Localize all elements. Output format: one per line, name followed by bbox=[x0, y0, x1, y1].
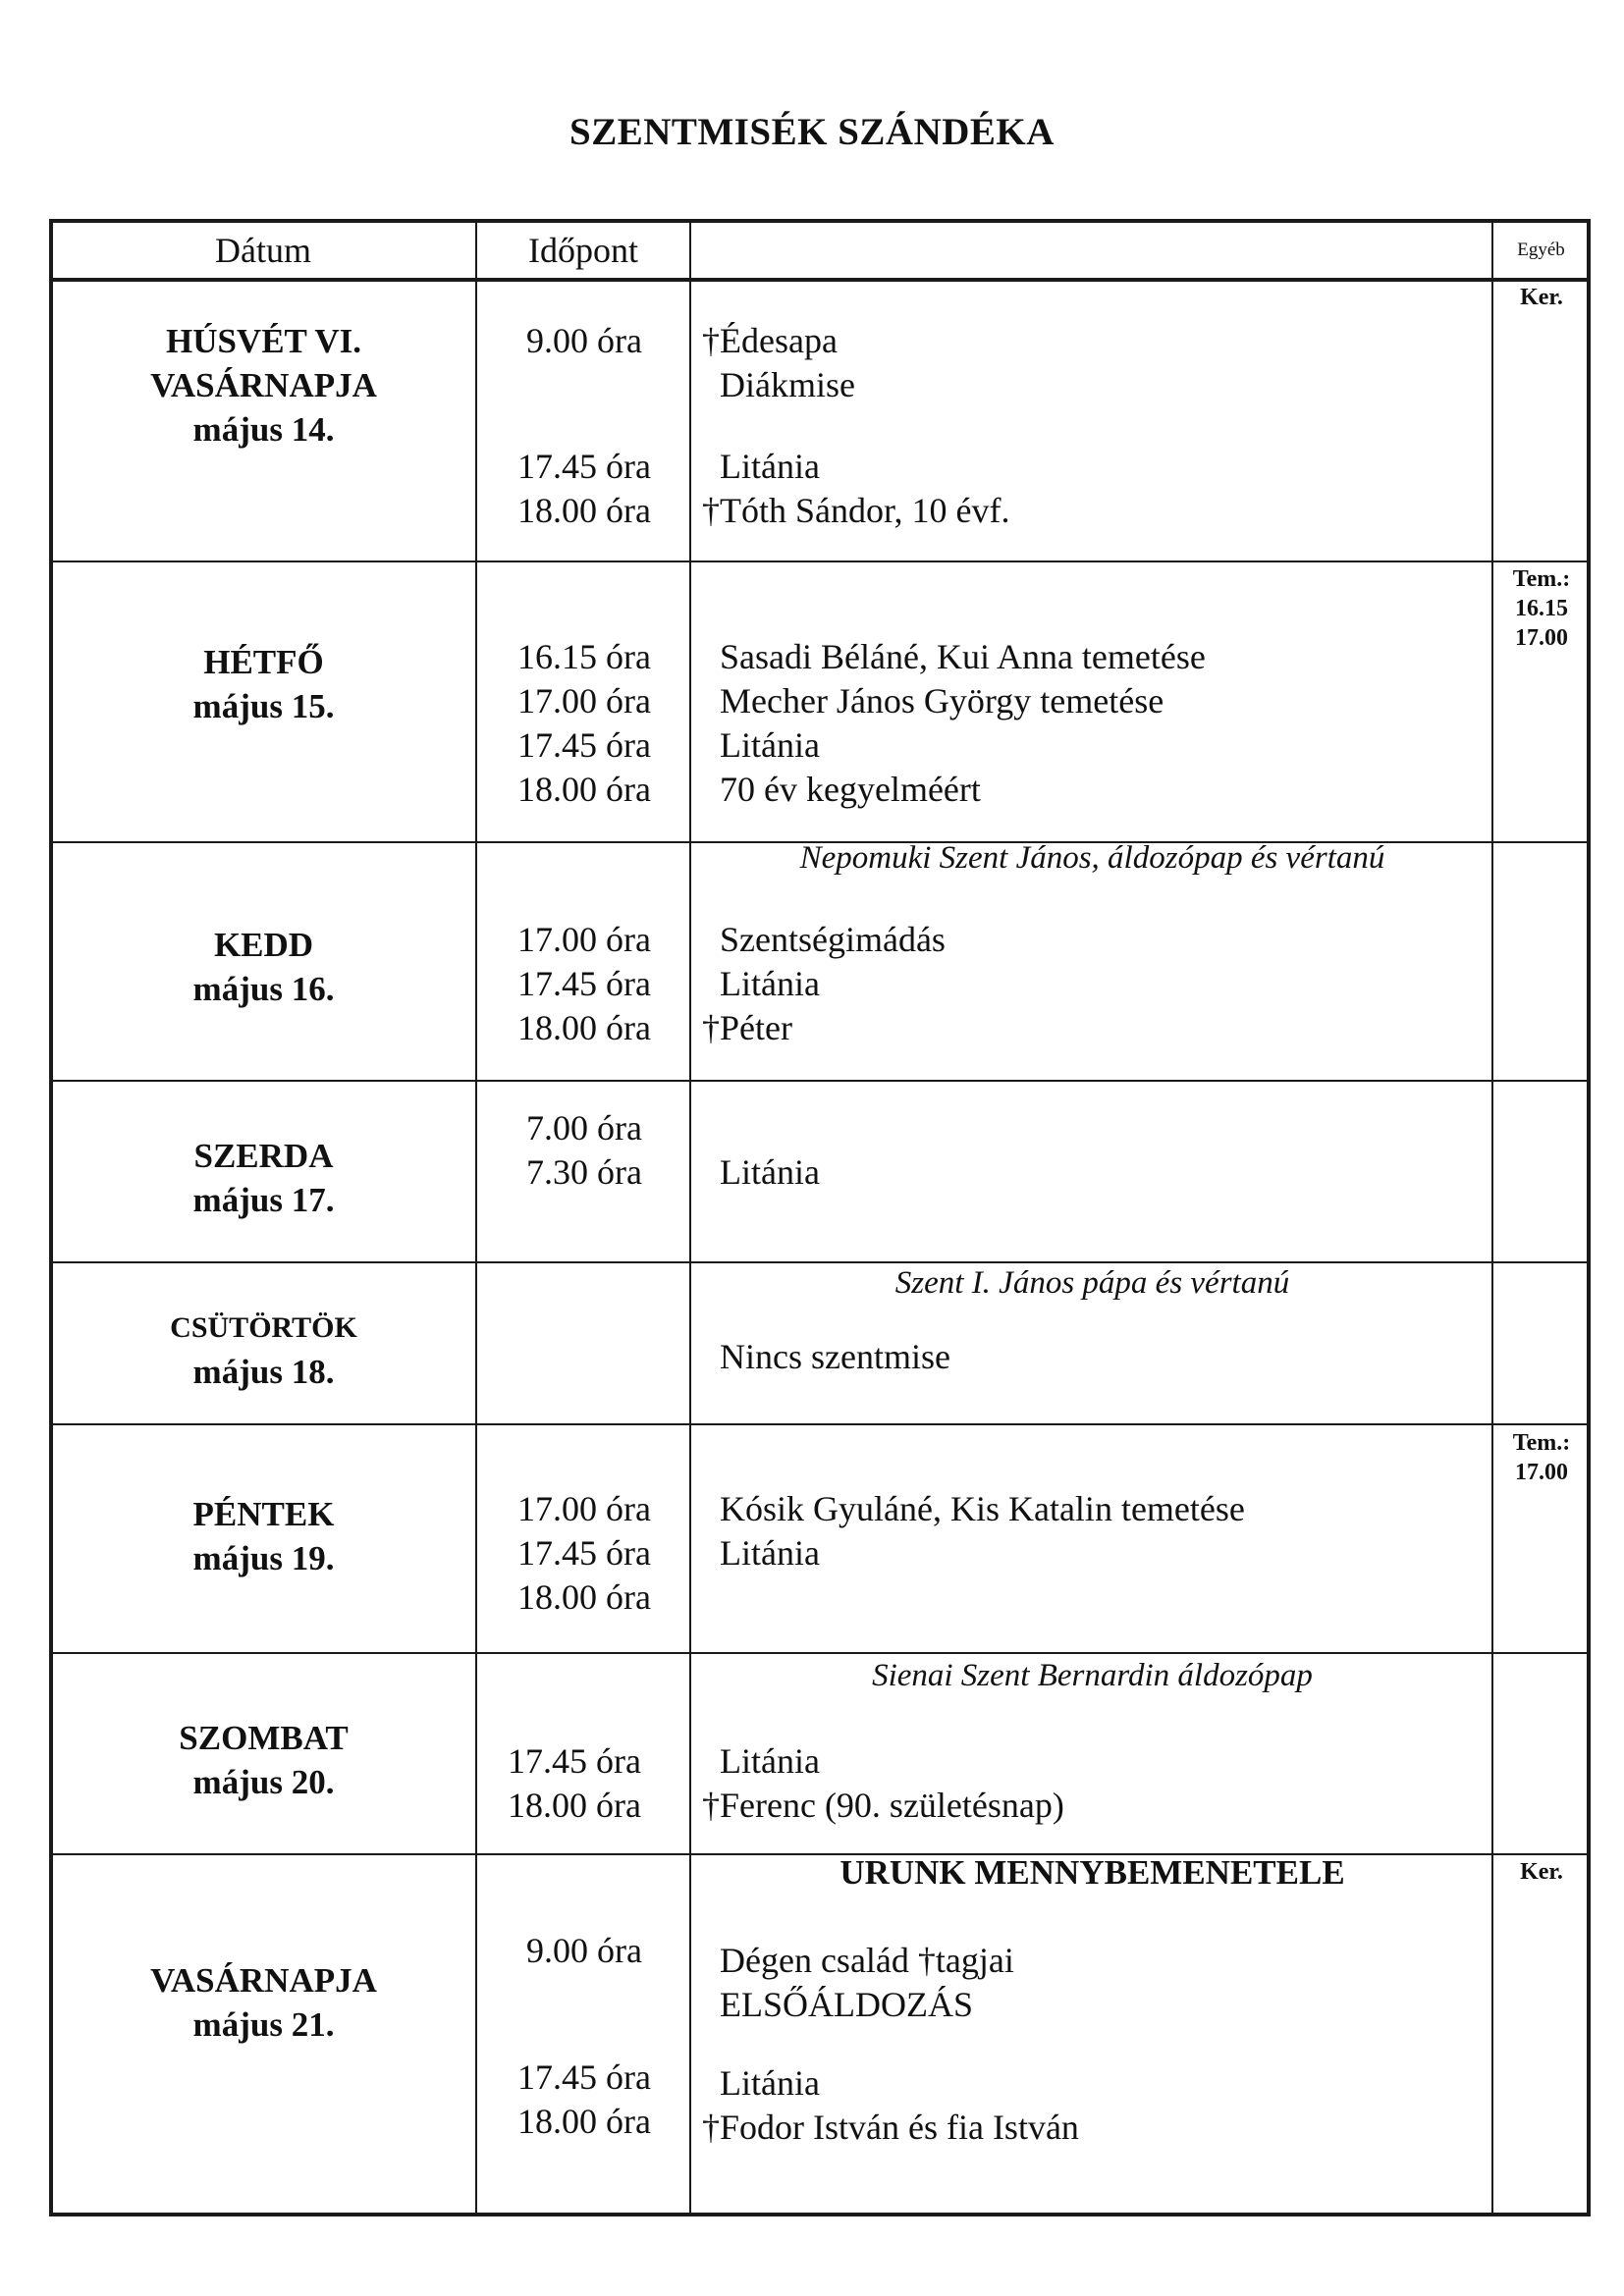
column-header-datum: Dátum bbox=[215, 231, 311, 270]
other-note-line: 17.00 bbox=[1515, 625, 1568, 651]
day-name: KEDD bbox=[213, 926, 314, 964]
time-label: 17.00 óra bbox=[517, 920, 651, 959]
time-label: 18.00 óra bbox=[517, 2102, 651, 2141]
date-label: május 21. bbox=[192, 2005, 335, 2044]
intention-text: Litánia bbox=[720, 2063, 820, 2103]
intention-text: Litánia bbox=[720, 447, 820, 486]
other-note-line: Tem.: bbox=[1512, 1430, 1571, 1456]
day-name: SZERDA bbox=[193, 1137, 334, 1175]
column-header-szandek bbox=[691, 221, 1491, 280]
date-cell bbox=[51, 1958, 476, 2047]
other-note bbox=[1494, 564, 1589, 653]
date-cell bbox=[51, 923, 476, 1011]
time-label: 17.45 óra bbox=[517, 2057, 651, 2097]
date-cell bbox=[51, 1492, 476, 1580]
intention-text: Kósik Gyuláné, Kis Katalin temetése bbox=[720, 1489, 1245, 1528]
date-label: május 20. bbox=[192, 1763, 335, 1801]
intention-text: †Péter bbox=[702, 1008, 792, 1047]
date-cell bbox=[51, 1134, 476, 1222]
time-label: 17.45 óra bbox=[517, 725, 651, 765]
feast-title: Szent I. János pápa és vértanú bbox=[894, 1265, 1290, 1301]
other-note: Ker. bbox=[1520, 285, 1563, 310]
intention-text: †Ferenc (90. születésnap) bbox=[702, 1786, 1064, 1825]
time-label: 18.00 óra bbox=[517, 491, 651, 530]
column-divider bbox=[689, 219, 691, 2216]
time-label: 7.30 óra bbox=[526, 1152, 642, 1192]
time-label: 17.45 óra bbox=[508, 1741, 641, 1781]
time-label: 18.00 óra bbox=[517, 1577, 651, 1617]
time-label: 17.45 óra bbox=[517, 447, 651, 486]
date-cell bbox=[51, 1716, 476, 1804]
column-divider bbox=[1491, 219, 1493, 2216]
day-name: HÚSVÉT VI. bbox=[165, 322, 362, 360]
time-label: 18.00 óra bbox=[517, 1008, 651, 1047]
intention-text: Litánia bbox=[720, 1152, 820, 1192]
intention-text: †Édesapa bbox=[702, 321, 838, 360]
intention-text: †Fodor István és fia István bbox=[702, 2108, 1079, 2147]
time-label: 9.00 óra bbox=[526, 1931, 642, 1970]
date-cell bbox=[51, 640, 476, 728]
intention-text: Litánia bbox=[720, 725, 820, 765]
row-divider bbox=[49, 1423, 1591, 1425]
date-label: május 14. bbox=[192, 410, 335, 449]
other-note-line: Tem.: bbox=[1512, 566, 1571, 592]
other-note: Ker. bbox=[1520, 1859, 1563, 1885]
intention-text: Nincs szentmise bbox=[720, 1337, 950, 1376]
feast-title: Sienai Szent Bernardin áldozópap bbox=[872, 1658, 1313, 1693]
day-name: SZOMBAT bbox=[179, 1719, 349, 1757]
row-divider bbox=[49, 561, 1591, 562]
time-label: 18.00 óra bbox=[508, 1786, 641, 1825]
intention-text: Litánia bbox=[720, 1533, 820, 1573]
intention-text: Litánia bbox=[720, 964, 820, 1003]
time-label: 17.00 óra bbox=[517, 1489, 651, 1528]
feast-title: Nepomuki Szent János, áldozópap és vértanú bbox=[799, 840, 1385, 876]
intention-text: Diákmise bbox=[720, 365, 855, 404]
day-name: PÉNTEK bbox=[192, 1495, 335, 1533]
day-name: VASÁRNAPJA bbox=[150, 1961, 377, 2000]
intention-text: Litánia bbox=[720, 1741, 820, 1781]
intention-text: †Tóth Sándor, 10 évf. bbox=[702, 491, 1010, 530]
intention-text: Szentségimádás bbox=[720, 920, 946, 959]
other-note-line: 16.15 bbox=[1515, 596, 1568, 621]
row-divider bbox=[49, 1080, 1591, 1082]
date-cell bbox=[51, 1306, 476, 1394]
intention-text: 70 év kegyelméért bbox=[720, 770, 981, 809]
time-label: 18.00 óra bbox=[517, 770, 651, 809]
day-name: CSÜTÖRTÖK bbox=[170, 1311, 357, 1344]
other-note bbox=[1494, 1428, 1589, 1487]
time-label: 9.00 óra bbox=[526, 321, 642, 360]
date-label: május 15. bbox=[192, 687, 335, 725]
column-header-idopont: Időpont bbox=[528, 231, 638, 270]
date-label: május 16. bbox=[192, 970, 335, 1008]
time-label: 17.45 óra bbox=[517, 964, 651, 1003]
intention-text: Mecher János György temetése bbox=[720, 681, 1164, 721]
time-label: 16.15 óra bbox=[517, 637, 651, 676]
day-name: VASÁRNAPJA bbox=[150, 366, 377, 404]
date-cell bbox=[51, 319, 476, 452]
page-title: SZENTMISÉK SZÁNDÉKA bbox=[569, 111, 1055, 153]
intention-text: Sasadi Béláné, Kui Anna temetése bbox=[720, 637, 1206, 676]
time-label: 7.00 óra bbox=[526, 1108, 642, 1148]
date-label: május 19. bbox=[192, 1539, 335, 1577]
intention-text: Dégen család †tagjai bbox=[720, 1941, 1014, 1980]
time-label: 17.00 óra bbox=[517, 681, 651, 721]
date-label: május 18. bbox=[192, 1353, 335, 1391]
other-note-line: 17.00 bbox=[1515, 1460, 1568, 1485]
feast-title: URUNK MENNYBEMENETELE bbox=[839, 1853, 1345, 1892]
time-label: 17.45 óra bbox=[517, 1533, 651, 1573]
day-name: HÉTFŐ bbox=[203, 643, 324, 681]
column-header-egyeb: Egyéb bbox=[1517, 240, 1565, 260]
intention-text: ELSŐÁLDOZÁS bbox=[720, 1985, 973, 2024]
date-label: május 17. bbox=[192, 1181, 335, 1219]
